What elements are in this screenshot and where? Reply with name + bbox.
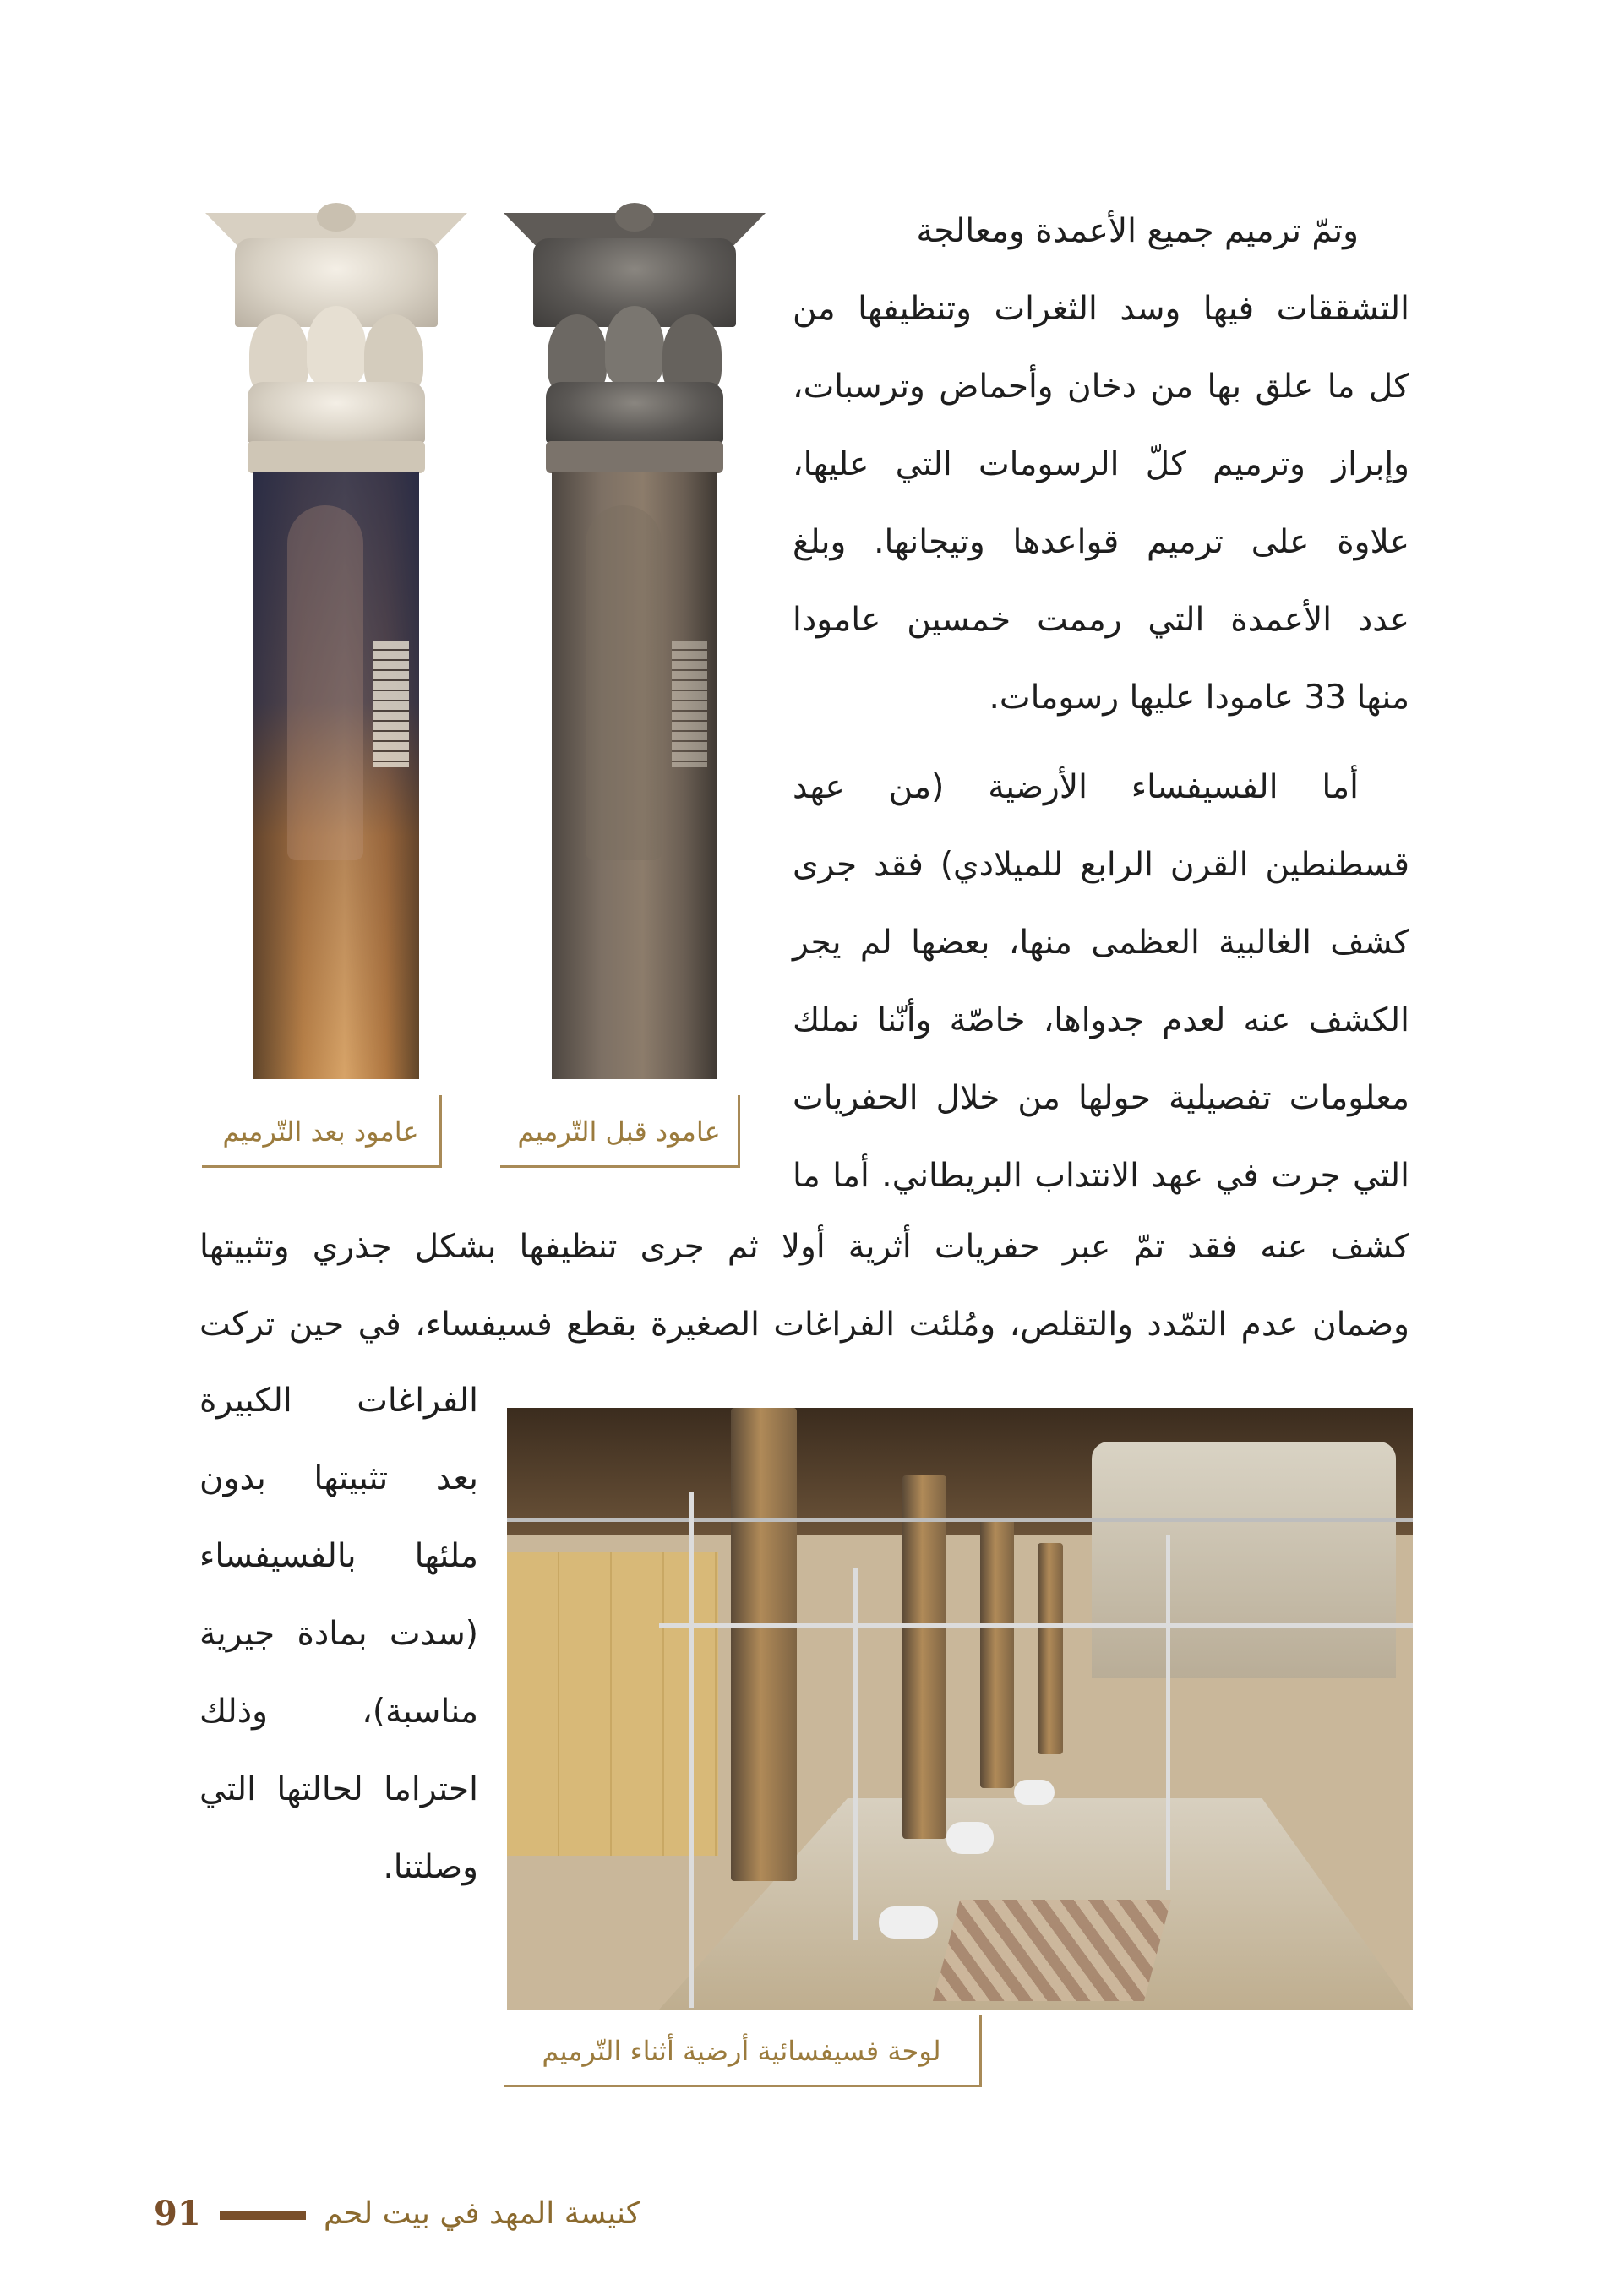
paragraph-full-width bbox=[199, 1208, 1409, 1364]
restorer-worker bbox=[879, 1906, 938, 1939]
fresco-inscription bbox=[373, 641, 409, 767]
text-line: التشققات فيها وسد الثغرات وتنظيفها من bbox=[793, 290, 1409, 328]
protective-panels bbox=[507, 1552, 718, 1856]
fresco-inscription bbox=[672, 641, 707, 767]
running-title: كنيسة المهد في بيت لحم bbox=[324, 2196, 640, 2231]
text-line: ملئها بالفسيفساء bbox=[199, 1537, 478, 1575]
text-line: (سدت بمادة جيرية bbox=[199, 1615, 478, 1653]
text-line: الكشف عنه لعدم جدواها، خاصّة وأنّنا نملك bbox=[793, 1001, 1409, 1039]
basilica-column bbox=[731, 1408, 797, 1881]
paragraph-mosaic-floor bbox=[793, 749, 1409, 1215]
page-number: 91 bbox=[154, 2194, 201, 2233]
text-line: وضمان عدم التمّدد والتقلص، ومُلئت الفراغات الصغيرة بقطع فسيفساء، في حين تركت bbox=[199, 1306, 1409, 1344]
text-line: وتمّ ترميم جميع الأعمدة ومعالجة bbox=[916, 212, 1359, 250]
text-line: علاوة على ترميم قواعدها وتيجانها. وبلغ bbox=[793, 523, 1409, 561]
text-line: مناسبة)، وذلك bbox=[199, 1693, 478, 1731]
fresco-figure bbox=[586, 505, 662, 860]
caption-column-before: عامود قبل التّرميم bbox=[500, 1095, 740, 1168]
text-line: بعد تثبيتها بدون bbox=[199, 1459, 478, 1497]
fresco-figure bbox=[287, 505, 363, 860]
acanthus-leaf bbox=[605, 306, 664, 386]
column-necking bbox=[546, 441, 723, 473]
text-line: وإبراز وترميم كلّ الرسومات التي عليها، bbox=[793, 445, 1409, 483]
photo-mosaic-excavation bbox=[507, 1408, 1413, 2010]
basilica-column bbox=[1038, 1543, 1063, 1754]
column-knob bbox=[615, 203, 654, 232]
text-line: التي جرت في عهد الانتداب البريطاني. أما ما bbox=[793, 1157, 1409, 1195]
footer-rule bbox=[220, 2211, 306, 2220]
paragraph-side-column bbox=[199, 1362, 478, 1906]
text-line: كل ما علق بها من دخان وأحماض وترسبات، bbox=[793, 368, 1409, 406]
text-line: كشف الغالبية العظمى منها، بعضها لم يجر bbox=[793, 924, 1409, 962]
restorer-worker bbox=[946, 1822, 994, 1854]
paragraph-columns-restoration bbox=[793, 193, 1409, 737]
scaffold-pole bbox=[1166, 1535, 1170, 1890]
column-knob bbox=[317, 203, 356, 232]
floor-mosaic bbox=[933, 1900, 1171, 2001]
column-capital-base bbox=[546, 382, 723, 443]
column-shaft bbox=[552, 472, 717, 1079]
text-line: أما الفسيفساء الأرضية (من عهد bbox=[793, 768, 1359, 806]
column-capital-base bbox=[248, 382, 425, 443]
text-line: الفراغات الكبيرة bbox=[199, 1382, 478, 1420]
church-apse bbox=[1092, 1442, 1396, 1678]
text-line: قسطنطين القرن الرابع للميلادي) فقد جرى bbox=[793, 846, 1409, 884]
restorer-worker bbox=[1014, 1780, 1055, 1805]
scaffold-bar bbox=[659, 1623, 1413, 1628]
column-necking bbox=[248, 441, 425, 473]
text-line: منها 33 عامودا عليها رسومات. bbox=[989, 679, 1409, 717]
caption-mosaic-restoration: لوحة فسيفسائية أرضية أثناء التّرميم bbox=[504, 2015, 982, 2087]
acanthus-leaf bbox=[307, 306, 366, 386]
scaffold-pole bbox=[853, 1568, 858, 1940]
column-shaft bbox=[253, 472, 419, 1079]
photo-column-before-restoration bbox=[504, 213, 766, 1079]
text-line: معلومات تفصيلية حولها من خلال الحفريات bbox=[793, 1079, 1409, 1117]
basilica-column bbox=[902, 1475, 946, 1839]
text-line: كشف عنه فقد تمّ عبر حفريات أثرية أولا ثم جرى تنظيفها بشكل جذري وتثبيتها bbox=[199, 1228, 1409, 1266]
scaffold-pole bbox=[689, 1492, 694, 2008]
basilica-column bbox=[980, 1518, 1014, 1788]
photo-column-after-restoration bbox=[205, 213, 467, 1079]
scaffold-bar bbox=[507, 1518, 1413, 1522]
text-line: وصلتنا. bbox=[383, 1848, 478, 1886]
caption-column-after: عامود بعد التّرميم bbox=[202, 1095, 442, 1168]
text-line: احتراما لحالتها التي bbox=[199, 1770, 478, 1808]
text-line: عدد الأعمدة التي رممت خمسين عامودا bbox=[793, 601, 1409, 639]
